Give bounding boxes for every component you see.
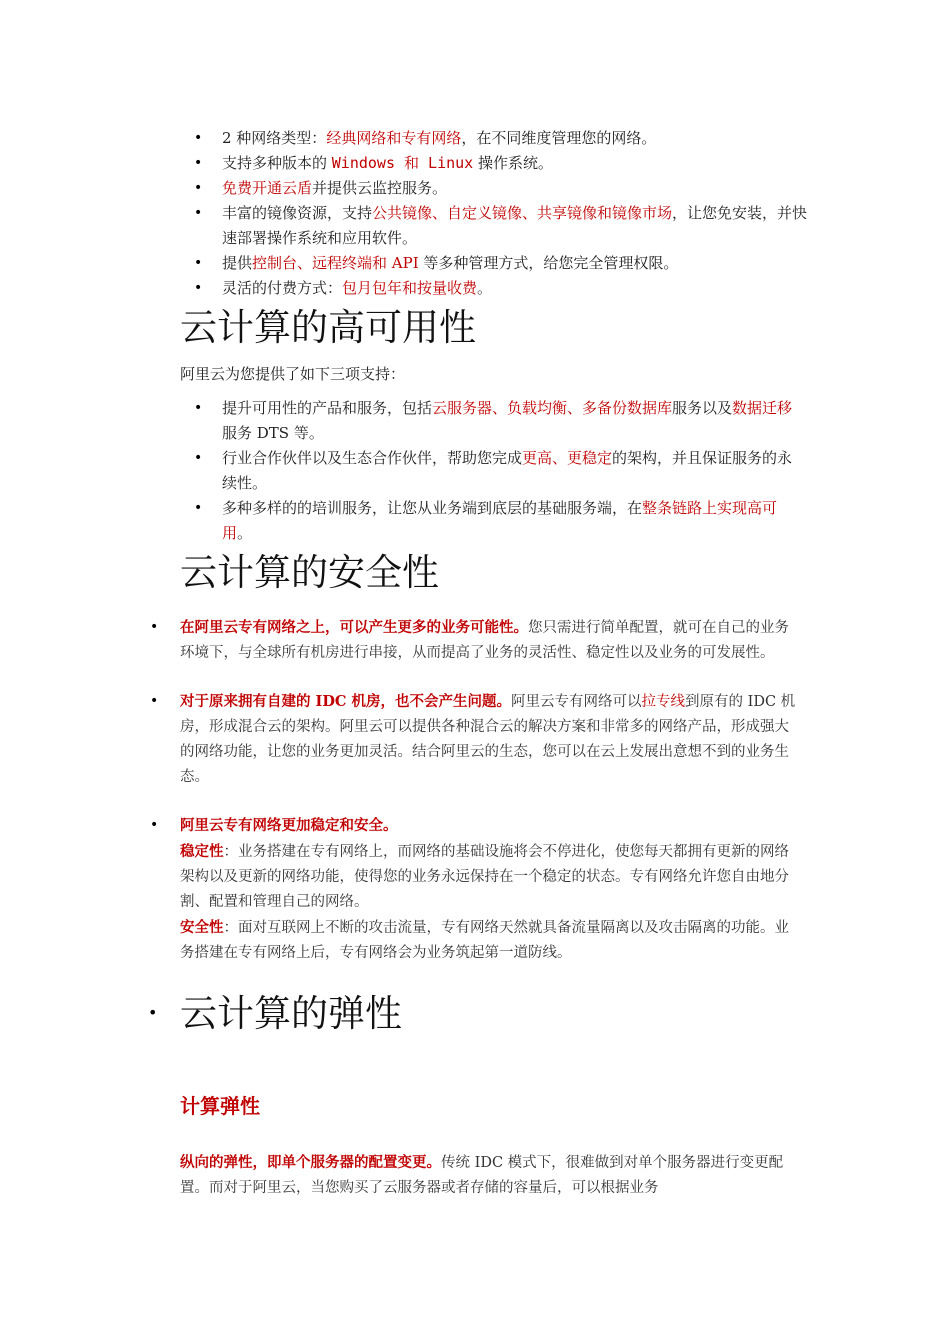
text-run: 在阿里云专有网络之上，可以产生更多的业务可能性。 [180, 619, 528, 636]
list-item [194, 251, 812, 276]
text-run: 操作系统。 [473, 154, 553, 172]
list-item [194, 151, 812, 176]
text-run: 支持多种版本的 [222, 154, 332, 172]
text-run: 云服务器、负载均衡、多备份数据库 [432, 399, 673, 417]
text-run: 包月包年和按量收费 [342, 279, 478, 297]
list-item-text [222, 449, 792, 492]
paragraph [180, 839, 802, 915]
text-run: ：业务搭建在专有网络上，而网络的基础设施将会不停进化，使您每天都拥有更新的网络架构以及更新的网络功能，使得您的业务永远保持在一个稳定的状态。专有网络允许您自由地分割、配置和管理自己的网络。 [180, 844, 789, 910]
text-run: 。 [477, 279, 493, 297]
text-run: 灵活的付费方式： [222, 279, 343, 297]
list-item-text [222, 254, 678, 272]
text-run: ，让您免安装，并快速部署操作系统和应用软件。 [222, 204, 808, 247]
text-run: 传统 IDC 模式下，很难做到对单个服务器进行变更配置。而对于阿里云，当您购买了云服务器或者存储的容量后，可以根据业务 [180, 1155, 784, 1196]
text-run: 您只需进行简单配置，就可在自己的业务环境下，与全球所有机房进行串接，从而提高了业务的灵活性、稳定性以及业务的可发展性。 [180, 620, 789, 661]
bullet-icon: • [194, 255, 203, 271]
bullet-icon: • [194, 205, 203, 221]
security-list [150, 615, 802, 989]
list-item-text [222, 179, 447, 197]
list-item-text [222, 399, 792, 442]
list-item [194, 396, 807, 446]
bullet-icon: • [194, 180, 203, 196]
bullet-icon: • [194, 130, 203, 146]
paragraph [180, 615, 802, 666]
bullet-icon: • [194, 155, 203, 171]
text-run: 服务以及 [672, 399, 733, 417]
text-run: 数据迁移 [732, 399, 793, 417]
text-run: 稳定性 [180, 843, 224, 860]
text-run: 控制台、远程终端和 API [252, 254, 419, 272]
paragraph [180, 689, 802, 790]
subheading-compute-elasticity: 计算弹性 [180, 1094, 260, 1118]
heading-high-availability: 云计算的高可用性 [180, 306, 476, 349]
text-run: 纵向的弹性，即单个服务器的配置变更。 [180, 1154, 441, 1171]
bullet-icon: • [150, 817, 159, 833]
bullet-icon: • [194, 500, 203, 516]
text-run: 整条链路上实现高可用 [222, 499, 778, 542]
text-run: ，在不同维度管理您的网络。 [461, 129, 657, 147]
intro-text: 阿里云为您提供了如下三项支持： [180, 365, 406, 383]
list-item [150, 615, 802, 666]
text-run: 免费开通云盾 [222, 179, 313, 197]
list-item [194, 201, 812, 251]
text-run: 2 种网络类型： [222, 129, 327, 147]
list-item-text [222, 154, 553, 172]
text-run: 。 [237, 524, 253, 542]
list-item [194, 276, 812, 301]
list-item-text [222, 279, 492, 297]
paragraph [180, 915, 802, 966]
bullet-icon: • [194, 280, 203, 296]
text-run: 服务 DTS 等。 [222, 424, 324, 442]
bullet-icon: • [150, 693, 159, 709]
text-run: 提升可用性的产品和服务，包括 [222, 399, 433, 417]
text-run: 安全性 [180, 919, 224, 936]
list-item [150, 689, 802, 790]
list-item [194, 496, 807, 546]
availability-list [194, 396, 807, 546]
feature-list [194, 126, 812, 301]
text-run: 丰富的镜像资源，支持 [222, 204, 373, 222]
text-run: 的架构，并且保证服务的永续性。 [222, 449, 793, 492]
list-item [194, 446, 807, 496]
list-item [194, 176, 812, 201]
list-item-text [222, 204, 807, 247]
text-run: 拉专线 [641, 694, 685, 710]
text-run: 到原有的 IDC 机房，形成混合云的架构。阿里云可以提供各种混合云的解决方案和非常多的网络产品，形成强大的网络功能，让您的业务更加灵活。结合阿里云的生态，您可以在云上发展出意想不到的业务生态。 [180, 694, 796, 785]
paragraph [180, 1150, 802, 1201]
text-run: 提供 [222, 254, 253, 272]
text-run: Windows 和 Linux [331, 154, 474, 172]
text-run: 阿里云专有网络可以 [511, 694, 642, 710]
heading-elasticity: 云计算的弹性 [180, 992, 402, 1035]
text-run: 多种多样的的培训服务，让您从业务端到底层的基础服务端，在 [222, 499, 643, 517]
text-run: 阿里云专有网络更加稳定和安全。 [180, 817, 398, 834]
bullet-icon: • [194, 400, 203, 416]
text-run: 并提供云监控服务。 [312, 179, 448, 197]
heading-security: 云计算的安全性 [180, 551, 439, 594]
bullet-icon: • [194, 450, 203, 466]
text-run: 行业合作伙伴以及生态合作伙伴，帮助您完成 [222, 449, 523, 467]
list-item [150, 813, 802, 966]
list-item-text [222, 499, 777, 542]
list-item [194, 126, 812, 151]
bullet-icon: • [148, 1003, 158, 1022]
list-item-text [222, 129, 656, 147]
text-run: ：面对互联网上不断的攻击流量，专有网络天然就具备流量隔离以及攻击隔离的功能。业务搭建在专有网络上后，专有网络会为业务筑起第一道防线。 [180, 920, 789, 961]
text-run: 更高、更稳定 [522, 449, 613, 467]
text-run: 等多种管理方式，给您完全管理权限。 [418, 254, 679, 272]
paragraph [180, 813, 802, 839]
bullet-icon: • [150, 619, 159, 635]
text-run: 对于原来拥有自建的 IDC 机房，也不会产生问题。 [180, 693, 511, 710]
text-run: 经典网络和专有网络 [326, 129, 462, 147]
text-run: 公共镜像、自定义镜像、共享镜像和镜像市场 [372, 204, 673, 222]
